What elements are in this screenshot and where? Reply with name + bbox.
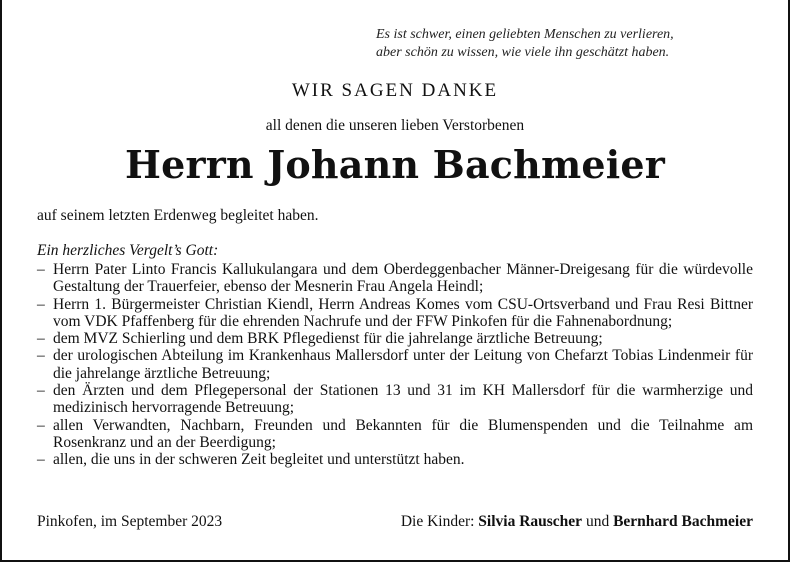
quote-line-1: Es ist schwer, einen geliebten Menschen zu verlieren, <box>376 27 674 42</box>
list-item <box>37 451 753 468</box>
place-date: Pinkofen, im September 2023 <box>37 513 223 530</box>
intro-line: all denen die unseren lieben Verstorbenen <box>265 117 525 134</box>
list-dash: – <box>37 451 45 469</box>
list-item <box>37 347 753 382</box>
list-item <box>37 417 753 452</box>
deceased-name: Herrn Johann Bachmeier <box>125 142 665 187</box>
list-dash: – <box>37 416 45 434</box>
child-name-2: Bernhard Bachmeier <box>613 513 753 530</box>
after-name-line: auf seinem letzten Erdenweg begleitet haben. <box>37 207 319 224</box>
list-item <box>37 296 753 331</box>
list-item-text: der urologischen Abteilung im Krankenhaus Mallersdorf unter der Leitung von Chefarzt Tobias Lindenmeir für die jahrelange ärztliche Betreuung; <box>53 347 753 382</box>
list-dash: – <box>37 347 45 365</box>
thanks-list <box>37 261 753 469</box>
heading-thanks: WIR SAGEN DANKE <box>291 80 499 101</box>
list-item <box>37 330 753 347</box>
children-label: Die Kinder: <box>400 513 475 530</box>
list-dash: – <box>37 382 45 400</box>
list-dash: – <box>37 295 45 313</box>
footer <box>37 513 753 531</box>
list-item-text: Herrn Pater Linto Francis Kallukulangara und dem Oberdeggenbacher Männer-Dreigesang für die würdevolle Gestaltung der Trauerfeier, ebenso der Mesnerin Frau Angela Heindl; <box>53 261 753 296</box>
child-name-1: Silvia Rauscher <box>478 513 583 530</box>
signatories <box>401 513 753 531</box>
epigraph-quote <box>376 26 674 62</box>
list-item-text: allen Verwandten, Nachbarn, Freunden und Bekannten für die Blumenspenden und die Teilnahme am Rosenkranz und an der Beerdigung; <box>53 416 753 451</box>
list-item <box>37 261 753 296</box>
list-item-text: dem MVZ Schierling und dem BRK Pflegedienst für die jahrelange ärztliche Betreuung; <box>53 330 603 348</box>
list-item-text: allen, die uns in der schweren Zeit begleitet und unterstützt haben. <box>53 451 465 469</box>
list-item-text: Herrn 1. Bürgermeister Christian Kiendl, Herrn Andreas Komes vom CSU-Ortsverband und Frau Resi Bittner vom VDK Pfaffenberg für die ehrenden Nachrufe und der FFW Pinkofen für die Fahnenabordnung; <box>53 295 753 330</box>
conjunction: und <box>585 513 610 530</box>
list-dash: – <box>37 261 45 278</box>
vergelt-heading: Ein herzliches Vergelt’s Gott: <box>37 242 219 259</box>
list-dash: – <box>37 330 45 348</box>
list-item <box>37 382 753 417</box>
list-item-text: den Ärzten und dem Pflegepersonal der Stationen 13 und 31 im KH Mallersdorf für die warmherzige und medizinisch hervorragende Betreuung; <box>53 382 753 417</box>
quote-line-2: aber schön zu wissen, wie viele ihn geschätzt haben. <box>376 45 670 60</box>
